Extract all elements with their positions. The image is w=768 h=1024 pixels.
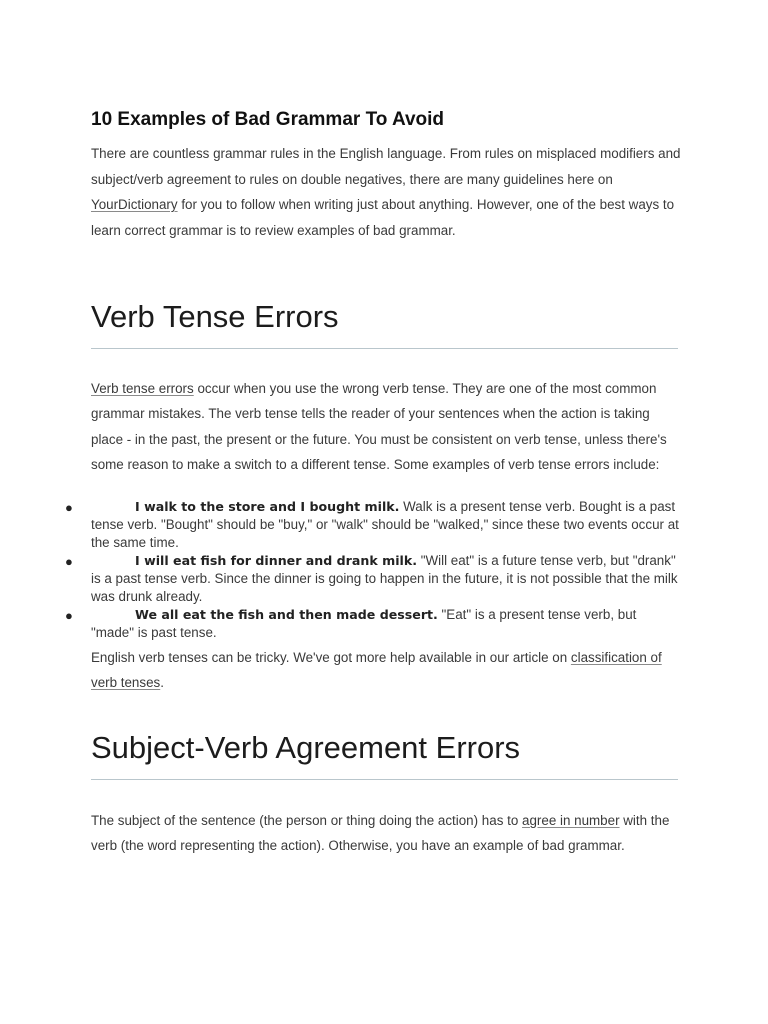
subject-verb-divider — [91, 779, 678, 780]
bullet-icon: ● — [65, 554, 73, 569]
verb-tense-more-paragraph — [91, 646, 683, 696]
subject-verb-paragraph — [91, 808, 683, 859]
example-explanation: "Will eat" is a future tense verb, but "drank" is a past tense verb. Since the dinner is going to happen in the future, it is not possible that the milk was drunk already. — [91, 553, 678, 604]
verb-tense-paragraph — [91, 376, 683, 477]
example-sentence: I walk to the store and I bought milk. — [135, 499, 400, 514]
verb-tense-errors-link[interactable]: Verb tense errors — [91, 381, 194, 396]
agree-in-number-link[interactable]: agree in number — [522, 813, 620, 828]
intro-text-before: There are countless grammar rules in the English language. From rules on misplaced modifiers and subject/verb agreement to rules on double negatives, there are many guidelines here on — [91, 146, 681, 187]
yourdictionary-link[interactable]: YourDictionary — [91, 197, 178, 212]
verb-tense-examples-list — [65, 498, 683, 642]
example-sentence: We all eat the fish and then made dessert. — [135, 607, 438, 622]
list-item — [65, 606, 683, 642]
verb-tense-paragraph-text: occur when you use the wrong verb tense. They are one of the most common grammar mistakes. The verb tense tells the reader of your sentences when the action is taking place - in the past, the present or the future. You must be consistent on verb tense, unless there's some reason to make a switch to a different tense. Some examples of verb tense errors include: — [91, 381, 667, 472]
subject-verb-heading: Subject-Verb Agreement Errors — [91, 730, 521, 765]
example-explanation: Walk is a present tense verb. Bought is a past tense verb. "Bought" should be "buy," or "walk" should be "walked," since these two events occur at the same time. — [91, 499, 679, 550]
intro-text-after: for you to follow when writing just about anything. However, one of the best ways to learn correct grammar is to review examples of bad grammar. — [91, 197, 675, 238]
subject-verb-text-before: The subject of the sentence (the person or thing doing the action) has to — [91, 813, 523, 828]
list-item — [65, 552, 683, 606]
more-text-after: . — [160, 674, 164, 690]
more-text-before: English verb tenses can be tricky. We've got more help available in our article on — [91, 650, 571, 665]
subject-verb-text-after: with the verb (the word representing the action). Otherwise, you have an example of bad grammar. — [91, 813, 670, 854]
example-explanation: "Eat" is a present tense verb, but "made" is past tense. — [91, 607, 637, 640]
classification-verb-tenses-link[interactable]: classification of verb tenses — [91, 650, 662, 690]
bullet-icon: ● — [65, 500, 73, 515]
verb-tense-divider — [91, 348, 678, 349]
document-title: 10 Examples of Bad Grammar To Avoid — [91, 109, 445, 130]
list-item — [65, 498, 683, 552]
intro-paragraph — [91, 141, 691, 243]
verb-tense-heading: Verb Tense Errors — [91, 299, 339, 334]
bullet-icon: ● — [65, 608, 73, 623]
example-sentence: I will eat fish for dinner and drank milk. — [135, 553, 418, 568]
